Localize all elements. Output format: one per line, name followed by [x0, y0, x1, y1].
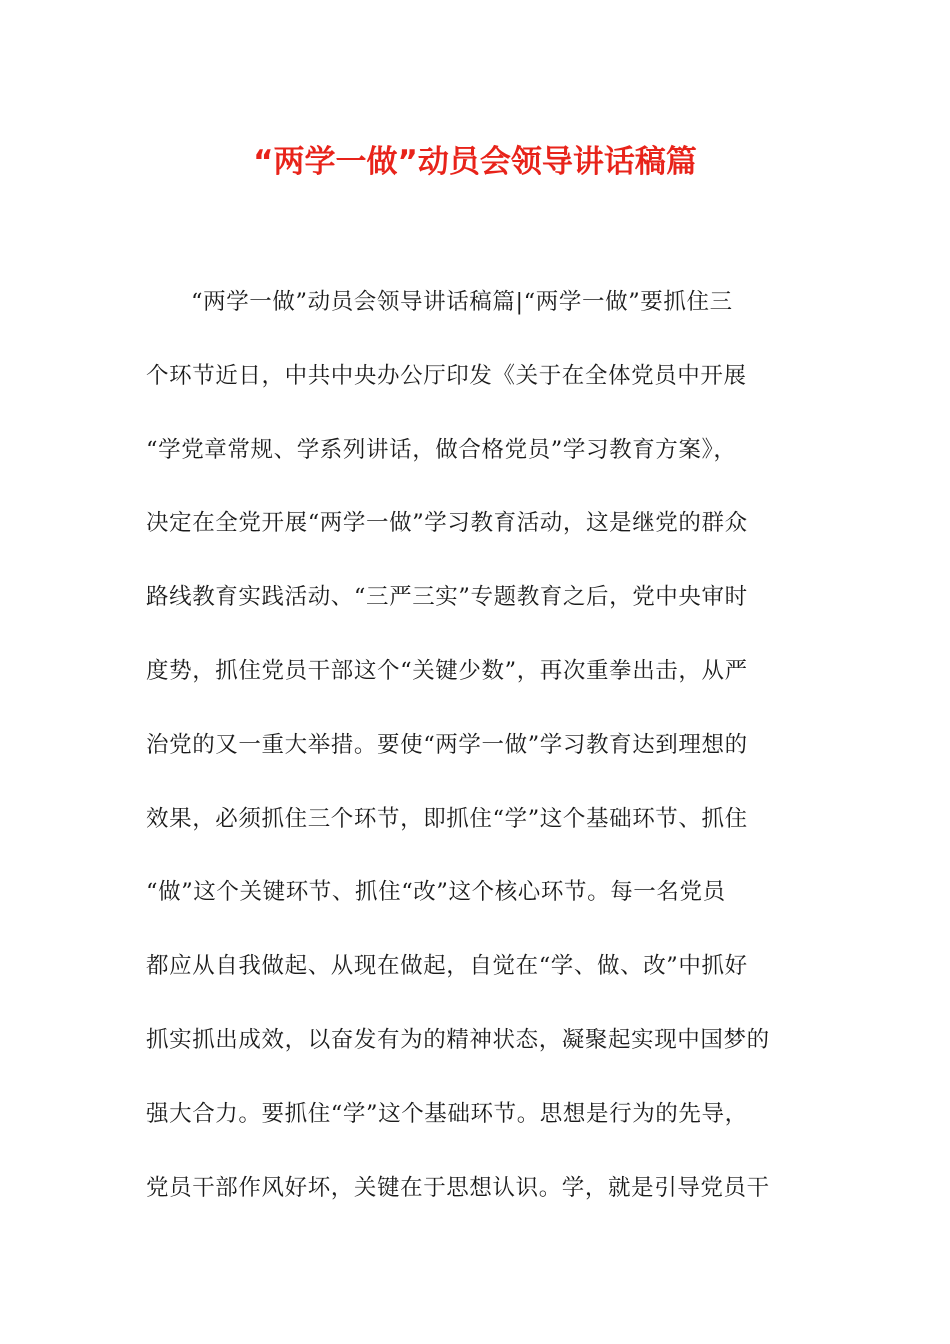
- document-body: [146, 282, 806, 1241]
- body-line: 都应从自我做起、从现在做起，自觉在“学、做、改”中抓好: [146, 953, 748, 980]
- body-line: 度势，抓住党员干部这个“关键少数”，再次重拳出击，从严: [146, 657, 748, 684]
- body-line: 强大合力。要抓住“学”这个基础环节。思想是行为的先导，: [146, 1100, 748, 1127]
- body-line: 路线教育实践活动、“三严三实”专题教育之后，党中央审时: [146, 584, 748, 611]
- body-line: 决定在全党开展“两学一做”学习教育活动，这是继党的群众: [146, 510, 748, 537]
- body-line: 抓实抓出成效，以奋发有为的精神状态，凝聚起实现中国梦的: [146, 1026, 770, 1053]
- body-line: 治党的又一重大举措。要使“两学一做”学习教育达到理想的: [146, 731, 748, 758]
- body-line: 个环节近日，中共中央办公厅印发《关于在全体党员中开展: [146, 362, 747, 389]
- body-line: 效果，必须抓住三个环节，即抓住“学”这个基础环节、抓住: [146, 805, 748, 832]
- body-line: “做”这个关键环节、抓住“改”这个核心环节。每一名党员: [146, 879, 726, 906]
- body-line: “学党章常规、学系列讲话，做合格党员”学习教育方案》，: [146, 436, 737, 463]
- body-line: “两学一做”动员会领导讲话稿篇|“两学一做”要抓住三: [191, 289, 733, 315]
- body-line: 党员干部作风好坏，关键在于思想认识。学，就是引导党员干: [146, 1174, 770, 1201]
- document-title: “两学一做”动员会领导讲话稿篇: [253, 144, 697, 180]
